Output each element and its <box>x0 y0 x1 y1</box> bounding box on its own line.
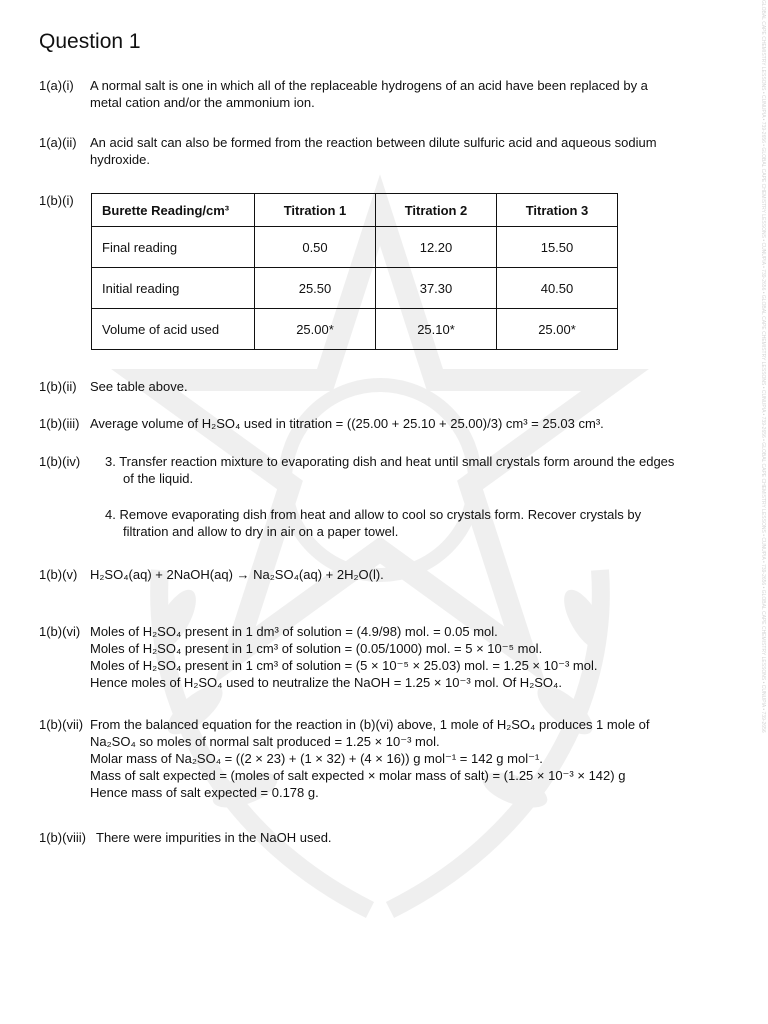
answer-text <box>90 415 734 432</box>
table-row <box>92 268 618 309</box>
table-header-cell: Titration 2 <box>376 194 497 227</box>
answer-line: A normal salt is one in which all of the replaceable hydrogens of an acid have been replaced by a <box>90 78 648 93</box>
table-cell: Volume of acid used <box>92 309 255 350</box>
answer-line: There were impurities in the NaOH used. <box>96 830 332 845</box>
answer-line: hydroxide. <box>90 152 150 167</box>
answer-text <box>90 77 734 111</box>
answer-number: 1(b)(vii) <box>39 717 84 732</box>
step-3-line: of the liquid. <box>123 471 194 486</box>
answer-line: From the balanced equation for the reaction in (b)(vi) above, 1 mole of H₂SO₄ produces 1 mole of <box>90 717 650 732</box>
answer-text <box>96 829 734 846</box>
answer-number: 1(b)(viii) <box>39 830 86 845</box>
answer-number: 1(a)(ii) <box>39 135 77 150</box>
answer-line: Moles of H₂SO₄ present in 1 cm³ of solution = (5 × 10⁻⁵ × 25.03) mol. = 1.25 × 10⁻³ mol. <box>90 658 598 673</box>
table-cell: 25.50 <box>255 268 376 309</box>
side-watermark-strip <box>754 0 768 1024</box>
table-cell: 12.20 <box>376 227 497 268</box>
answer-number: 1(b)(v) <box>39 567 78 582</box>
answer-line: Average volume of H₂SO₄ used in titration = ((25.00 + 25.10 + 25.00)/3) cm³ = 25.03 cm³. <box>90 416 604 431</box>
answer-line: An acid salt can also be formed from the reaction between dilute sulfuric acid and aqueous sodium <box>90 135 657 150</box>
table-cell: 15.50 <box>497 227 618 268</box>
table-cell: 0.50 <box>255 227 376 268</box>
table-header-cell: Titration 1 <box>255 194 376 227</box>
answer-line: Na₂SO₄ so moles of normal salt produced = 1.25 × 10⁻³ mol. <box>90 734 440 749</box>
table-header-cell: Titration 3 <box>497 194 618 227</box>
step-4-line: 4. Remove evaporating dish from heat and allow to cool so crystals form. Recover crystals by <box>105 507 642 522</box>
table-row <box>92 309 618 350</box>
step-3-line: 3. Transfer reaction mixture to evaporating dish and heat until small crystals form around the edges <box>105 454 675 469</box>
table-cell: 25.10* <box>376 309 497 350</box>
answer-number: 1(b)(ii) <box>39 379 77 394</box>
answer-line: See table above. <box>90 379 188 394</box>
balanced-equation: H₂SO₄(aq) + 2NaOH(aq) → Na₂SO₄(aq) + 2H₂O(l). <box>90 567 384 582</box>
question-title: Question 1 <box>39 30 141 53</box>
step-4-line: filtration and allow to dry in air on a paper towel. <box>123 524 399 539</box>
answer-line: Moles of H₂SO₄ present in 1 dm³ of solution = (4.9/98) mol. = 0.05 mol. <box>90 624 498 639</box>
answer-text <box>105 453 734 540</box>
table-cell: Initial reading <box>92 268 255 309</box>
answer-number: 1(b)(vi) <box>39 624 81 639</box>
answer-number: 1(b)(iii) <box>39 416 80 431</box>
answer-line: Hence mass of salt expected = 0.178 g. <box>90 785 319 800</box>
answer-line: Mass of salt expected = (moles of salt expected × molar mass of salt) = (1.25 × 10⁻³ × 142) g <box>90 768 626 783</box>
answer-number: 1(b)(i) <box>39 193 74 208</box>
answer-text <box>90 716 734 801</box>
table-cell: 40.50 <box>497 268 618 309</box>
answer-line: Hence moles of H₂SO₄ used to neutralize the NaOH = 1.25 × 10⁻³ mol. Of H₂SO₄. <box>90 675 562 690</box>
answer-line: metal cation and/or the ammonium ion. <box>90 95 315 110</box>
table-header-row <box>92 194 618 227</box>
titration-table <box>91 193 618 350</box>
answer-text <box>90 378 734 395</box>
answer-line: Molar mass of Na₂SO₄ = ((2 × 23) + (1 × 32) + (4 × 16)) g mol⁻¹ = 142 g mol⁻¹. <box>90 751 543 766</box>
answer-number: 1(a)(i) <box>39 78 74 93</box>
answer-text <box>90 623 734 691</box>
table-row <box>92 227 618 268</box>
answer-number: 1(b)(iv) <box>39 454 81 469</box>
answer-text <box>90 134 734 168</box>
answer-line: Moles of H₂SO₄ present in 1 cm³ of solution = (0.05/1000) mol. = 5 × 10⁻⁵ mol. <box>90 641 543 656</box>
table-cell: Final reading <box>92 227 255 268</box>
table-header-cell: Burette Reading/cm³ <box>92 194 255 227</box>
table-cell: 25.00* <box>497 309 618 350</box>
table-cell: 25.00* <box>255 309 376 350</box>
table-cell: 37.30 <box>376 268 497 309</box>
answer-text <box>90 566 734 583</box>
side-watermark-text: GLOBAL CAPE CHEMISTRY LESSONS • CUNUPIA • 739-2656 • GLOBAL CAPE CHEMISTRY LESSONS • CUNUPIA • 739-2656 • GLOBAL CAPE CHEMISTRY LESSONS • CUNUPIA • 739-2656 • GLOBAL CAPE CHEMISTRY LESSONS • CUNUPIA • 739-2656 • GLOBAL CAPE CHEMISTRY LESSONS • CUNUPIA • 739-2656 <box>760 0 766 733</box>
